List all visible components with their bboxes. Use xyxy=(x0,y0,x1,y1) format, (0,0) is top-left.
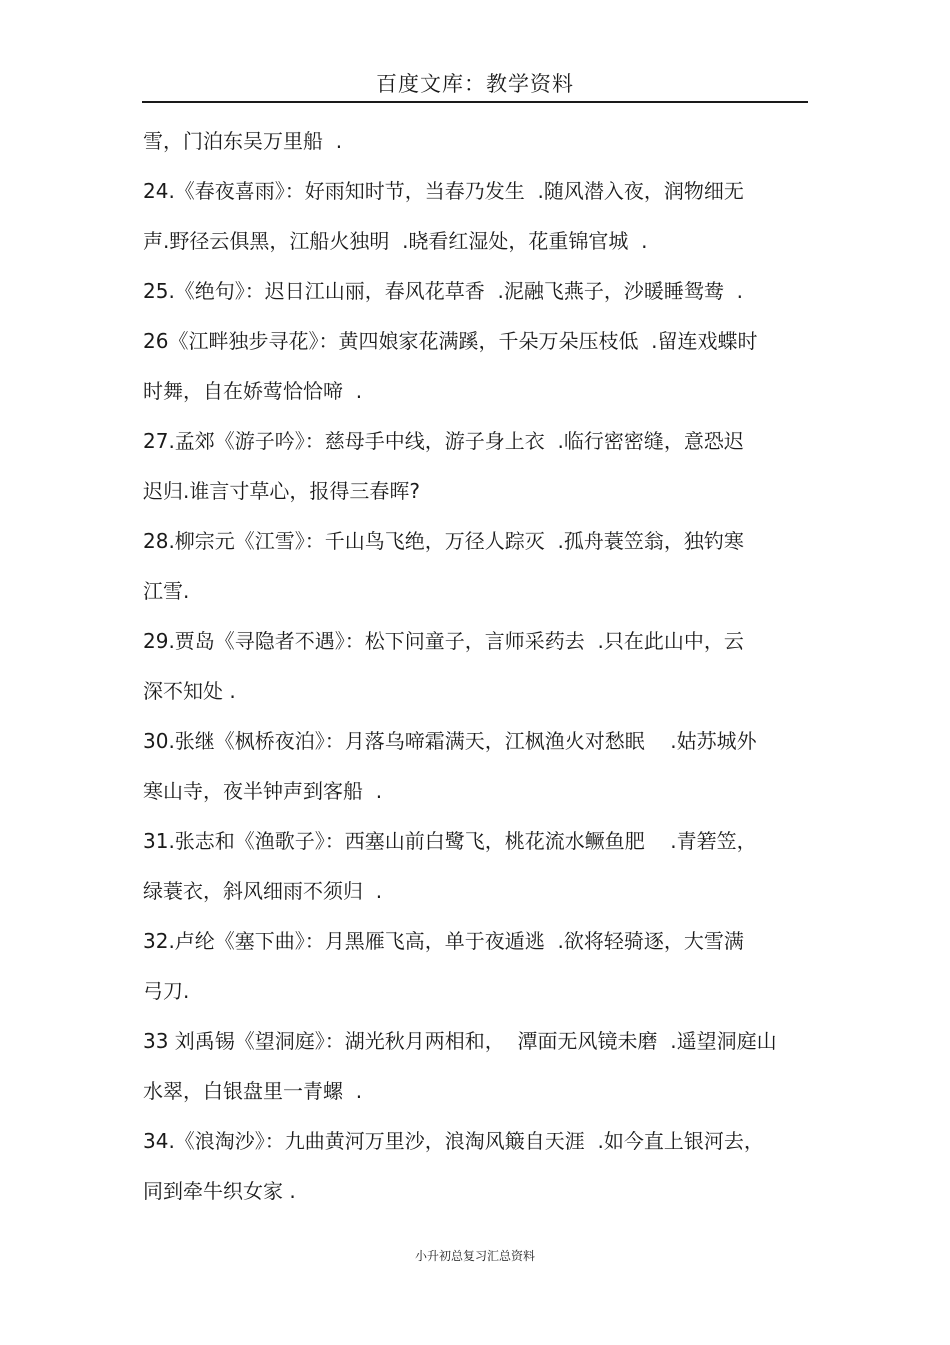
page-footer: 小升初总复习汇总资料 xyxy=(414,1249,535,1263)
text-line: 雪，门泊东吴万里船 . xyxy=(143,129,343,153)
text-line: 水翠，白银盘里一青螺 . xyxy=(143,1079,363,1103)
text-line: 江雪. xyxy=(143,579,190,603)
text-line: 28.柳宗元《江雪》：千山鸟飞绝，万径人踪灭 .孤舟蓑笠翁，独钓寒 xyxy=(143,529,744,553)
text-line: 声.野径云俱黑，江船火独明 .晓看红湿处，花重锦官城 . xyxy=(143,229,648,253)
text-line: 27.孟郊《游子吟》：慈母手中线，游子身上衣 .临行密密缝，意恐迟 xyxy=(143,429,744,453)
text-line: 29.贾岛《寻隐者不遇》：松下问童子，言师采药去 .只在此山中，云 xyxy=(143,629,744,653)
text-line: 绿蓑衣，斜风细雨不须归 . xyxy=(143,879,383,903)
text-line: 25.《绝句》：迟日江山丽，春风花草香 .泥融飞燕子，沙暖睡鸳鸯 . xyxy=(143,279,743,303)
text-line: 26《江畔独步寻花》：黄四娘家花满蹊，千朵万朵压枝低 .留连戏蝶时 xyxy=(143,329,758,353)
text-line: 时舞，自在娇莺恰恰啼 . xyxy=(143,379,363,403)
text-line: 34.《浪淘沙》：九曲黄河万里沙，浪淘风簸自天涯 .如今直上银河去， xyxy=(143,1129,764,1153)
text-line: 32.卢纶《塞下曲》：月黑雁飞高，单于夜遁逃 .欲将轻骑逐，大雪满 xyxy=(143,929,744,953)
page-header: 百度文库：教学资料 xyxy=(376,72,574,96)
text-line: 迟归.谁言寸草心，报得三春晖? xyxy=(143,479,420,503)
header-divider xyxy=(142,101,808,103)
text-line: 33 刘禹锡《望洞庭》：湖光秋月两相和， 潭面无风镜未磨 .遥望洞庭山 xyxy=(143,1029,777,1053)
text-line: 31.张志和《渔歌子》：西塞山前白鹭飞，桃花流水鳜鱼肥 .青箬笠， xyxy=(143,829,757,853)
text-line: 同到牵牛织女家 . xyxy=(143,1179,296,1203)
text-line: 24.《春夜喜雨》：好雨知时节，当春乃发生 .随风潜入夜，润物细无 xyxy=(143,179,744,203)
text-line: 30.张继《枫桥夜泊》：月落乌啼霜满天，江枫渔火对愁眠 .姑苏城外 xyxy=(143,729,757,753)
text-line: 弓刀. xyxy=(143,979,190,1003)
text-line: 深不知处 . xyxy=(143,679,236,703)
text-line: 寒山寺，夜半钟声到客船 . xyxy=(143,779,383,803)
